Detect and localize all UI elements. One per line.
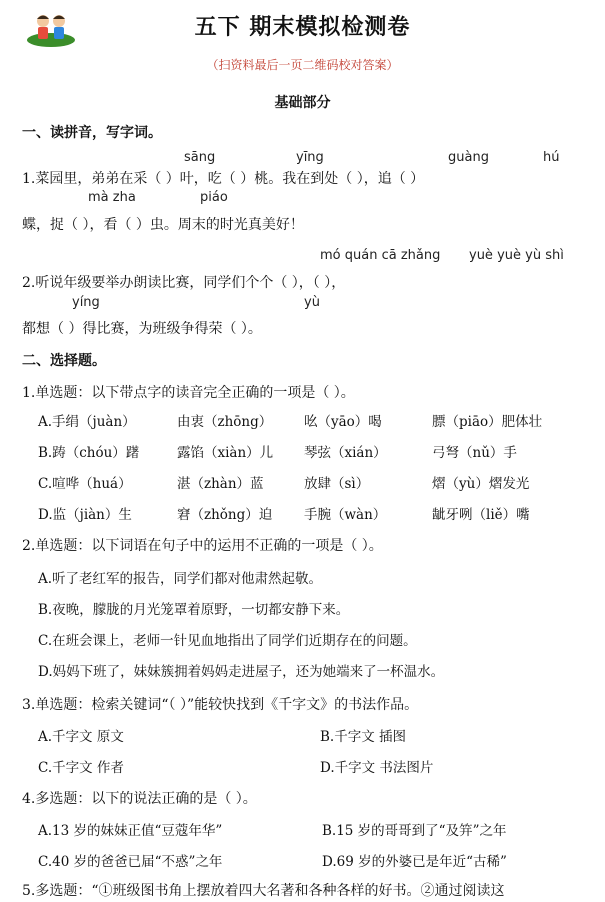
section-title: 基础部分 [274,95,331,111]
q2-stem: 2.单选题：以下词语在句子中的运用不正确的一项是（ ）。 [22,538,383,554]
q1-option-a4: 膘（piāo）肥体壮 [432,414,543,430]
q2-option-c: C.在班会课上，老师一针见血地指出了同学们近期存在的问题。 [38,633,417,649]
part2-heading: 二、选择题。 [22,353,106,369]
q1-option-a1: A.手绢（juàn） [38,414,136,430]
q1-option-c2: 湛（zhàn）蓝 [177,476,264,492]
pinyin-yueyue: yuè yuè yù shì [469,248,564,263]
pinyin-mazha: mà zha [88,190,136,205]
pinyin-sang: sāng [184,150,216,165]
page-title: 五下 期末模拟检测卷 [194,15,411,40]
q2-option-d: D.妈妈下班了，妹妹簇拥着妈妈走进屋子，还为她端来了一杯温水。 [38,664,445,680]
q1-option-b2: 露馅（xiàn）儿 [177,445,274,461]
q3-option-a: A.千字文 原文 [38,729,124,745]
q1-option-d3: 手腕（wàn） [304,507,387,523]
q1-option-c1: C.喧哗（huá） [38,476,132,492]
pinyin-guang: guàng [448,150,489,165]
q2-option-b: B.夜晚，朦胧的月光笼罩着原野，一切都安静下来。 [38,602,350,618]
page-subtitle: （扫资料最后一页二维码校对答案） [206,58,399,72]
pinyin-piao: piáo [200,190,228,205]
q1-option-d2: 窘（zhǒng）迫 [177,507,273,523]
fill-line-3: 2.听说年级要举办朗读比赛，同学们个个（ ），（ ）， [22,275,346,291]
q1-option-d1: D.监（jiàn）生 [38,507,132,523]
q3-stem: 3.单选题：检索关键词“（ ）”能较快找到《千字文》的书法作品。 [22,697,419,713]
q3-option-b: B.千字文 插图 [320,729,407,745]
part1-heading: 一、读拼音，写字词。 [22,125,162,141]
q4-stem: 4.多选题：以下的说法正确的是（ ）。 [22,791,257,807]
pinyin-yu: yù [304,295,320,310]
q5-stem: 5.多选题：“①班级图书角上摆放着四大名著和各种各样的好书。②通过阅读这 [22,883,505,899]
q1-stem: 1.单选题：以下带点字的读音完全正确的一项是（ ）。 [22,385,355,401]
q1-option-d4: 龇牙咧（liě）嘴 [432,507,530,523]
q4-option-d: D.69 岁的外婆已是年近“古稀” [322,854,507,870]
fill-line-4: 都想（ ）得比赛，为班级争得荣（ ）。 [22,321,262,337]
pinyin-ying: yīng [296,150,324,165]
q3-option-c: C.千字文 作者 [38,760,124,776]
fill-line-2: 蝶，捉（ ），看（ ）虫。周末的时光真美好！ [22,217,304,233]
q1-option-b4: 弓弩（nǔ）手 [432,445,517,461]
q1-option-c4: 熠（yù）熠发光 [432,476,530,492]
pinyin-ying2: yíng [72,295,100,310]
q1-option-b1: B.踌（chóu）躇 [38,445,140,461]
q1-option-a3: 吆（yāo）喝 [304,414,382,430]
q2-option-a: A.听了老红军的报告，同学们都对他肃然起敬。 [38,571,323,587]
q4-option-c: C.40 岁的爸爸已届“不惑”之年 [38,854,223,870]
q4-option-b: B.15 岁的哥哥到了“及笄”之年 [322,823,507,839]
q4-option-a: A.13 岁的妹妹正值“豆蔻年华” [38,823,223,839]
q1-option-a2: 由衷（zhōng） [177,414,273,430]
q1-option-c3: 放肆（sì） [304,476,370,492]
pinyin-moquan: mó quán cā zhǎng [320,248,441,263]
fill-line-1: 1.菜园里，弟弟在采（ ）叶，吃（ ）桃。我在到处（ ），追（ ） [22,171,425,187]
q3-option-d: D.千字文 书法图片 [320,760,434,776]
q1-option-b3: 琴弦（xián） [304,445,387,461]
pinyin-hu: hú [543,150,560,165]
